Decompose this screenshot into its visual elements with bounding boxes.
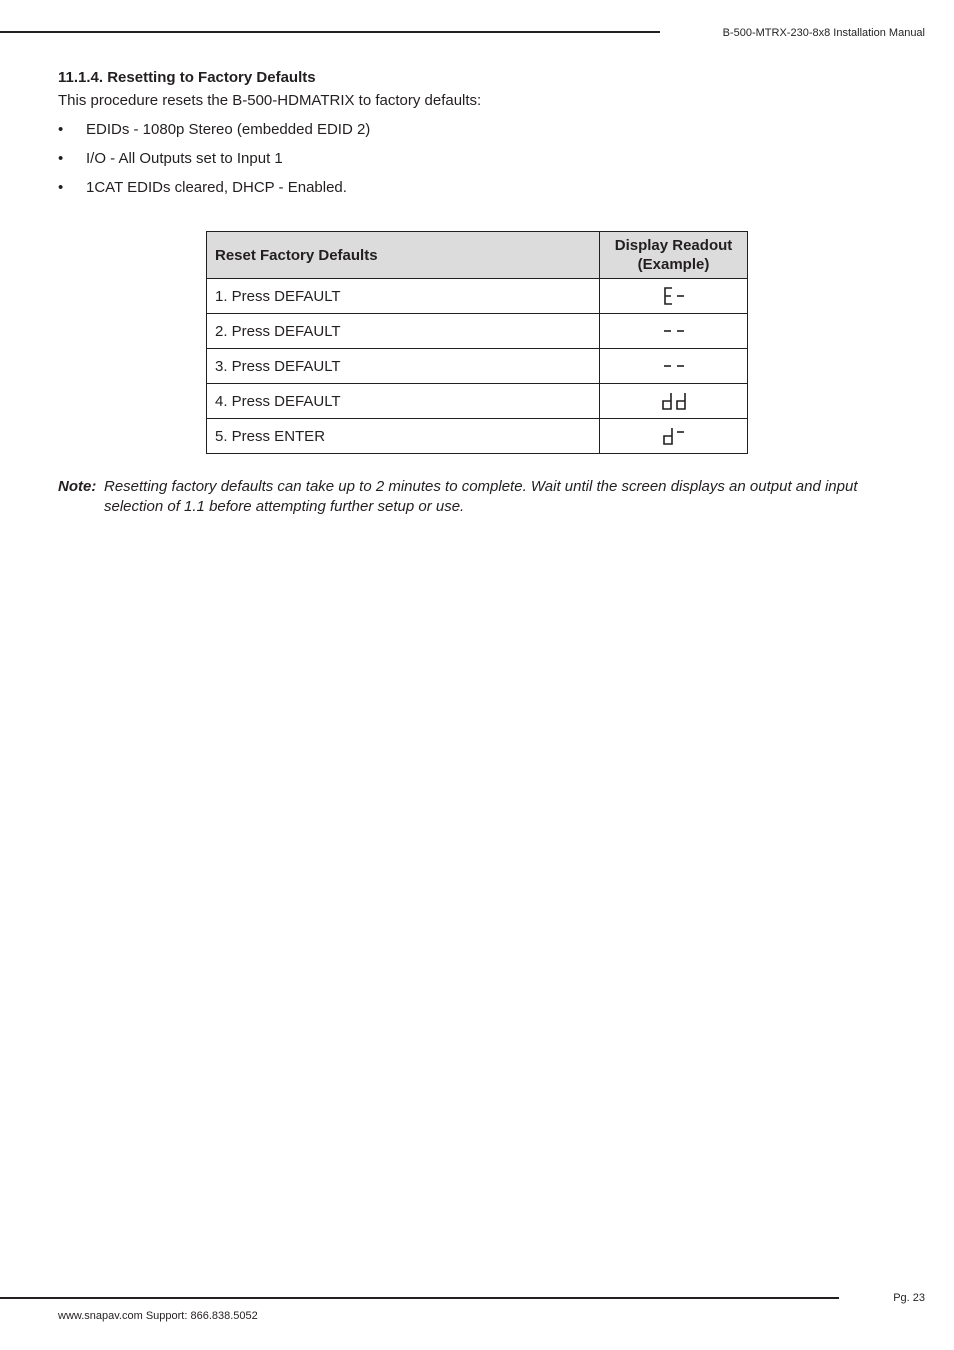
list-item [58,179,370,208]
reset-defaults-table [206,231,748,454]
table-row [207,349,748,384]
step-cell: 3. Press DEFAULT [207,349,600,384]
table-header-row [207,232,748,279]
bullet-icon: • [58,179,64,196]
segment-display-icon [660,390,688,412]
readout-cell [600,279,748,314]
column-header-step: Reset Factory Defaults [207,232,600,279]
list-item-text: EDIDs - 1080p Stereo (embedded EDID 2) [86,121,371,138]
list-item-text: 1CAT EDIDs cleared, DHCP - Enabled. [86,179,347,196]
bullet-icon: • [58,121,64,138]
defaults-list [58,121,370,208]
readout-cell [600,384,748,419]
readout-cell [600,419,748,454]
table-row [207,419,748,454]
segment-display-icon [661,355,687,377]
intro-text: This procedure resets the B-500-HDMATRIX to factory defaults: [58,92,482,109]
step-cell: 2. Press DEFAULT [207,314,600,349]
step-cell: 5. Press ENTER [207,419,600,454]
segment-display-icon [661,285,687,307]
table-row [207,279,748,314]
header-divider [0,31,660,33]
section-title: 11.1.4. Resetting to Factory Defaults [58,69,316,86]
note-block [58,477,908,517]
note-text: Resetting factory defaults can take up to 2 minutes to complete. Wait until the screen displays an output and input selection of 1.1 before attempting further setup or use. [104,478,858,515]
step-cell: 1. Press DEFAULT [207,279,600,314]
segment-display-icon [661,425,687,447]
list-item-text: I/O - All Outputs set to Input 1 [86,150,283,167]
footer-contact: www.snapav.com Support: 866.838.5052 [58,1310,258,1322]
list-item [58,121,370,150]
table-row [207,384,748,419]
bullet-icon: • [58,150,64,167]
column-header-readout: Display Readout (Example) [600,232,748,279]
segment-display-icon [661,320,687,342]
list-item [58,150,370,179]
table-row [207,314,748,349]
step-cell: 4. Press DEFAULT [207,384,600,419]
readout-cell [600,349,748,384]
note-label: Note: [58,478,97,495]
page-number: Pg. 23 [893,1292,925,1304]
readout-cell [600,314,748,349]
manual-title: B-500-MTRX-230-8x8 Installation Manual [722,27,925,39]
footer-divider [0,1297,839,1299]
